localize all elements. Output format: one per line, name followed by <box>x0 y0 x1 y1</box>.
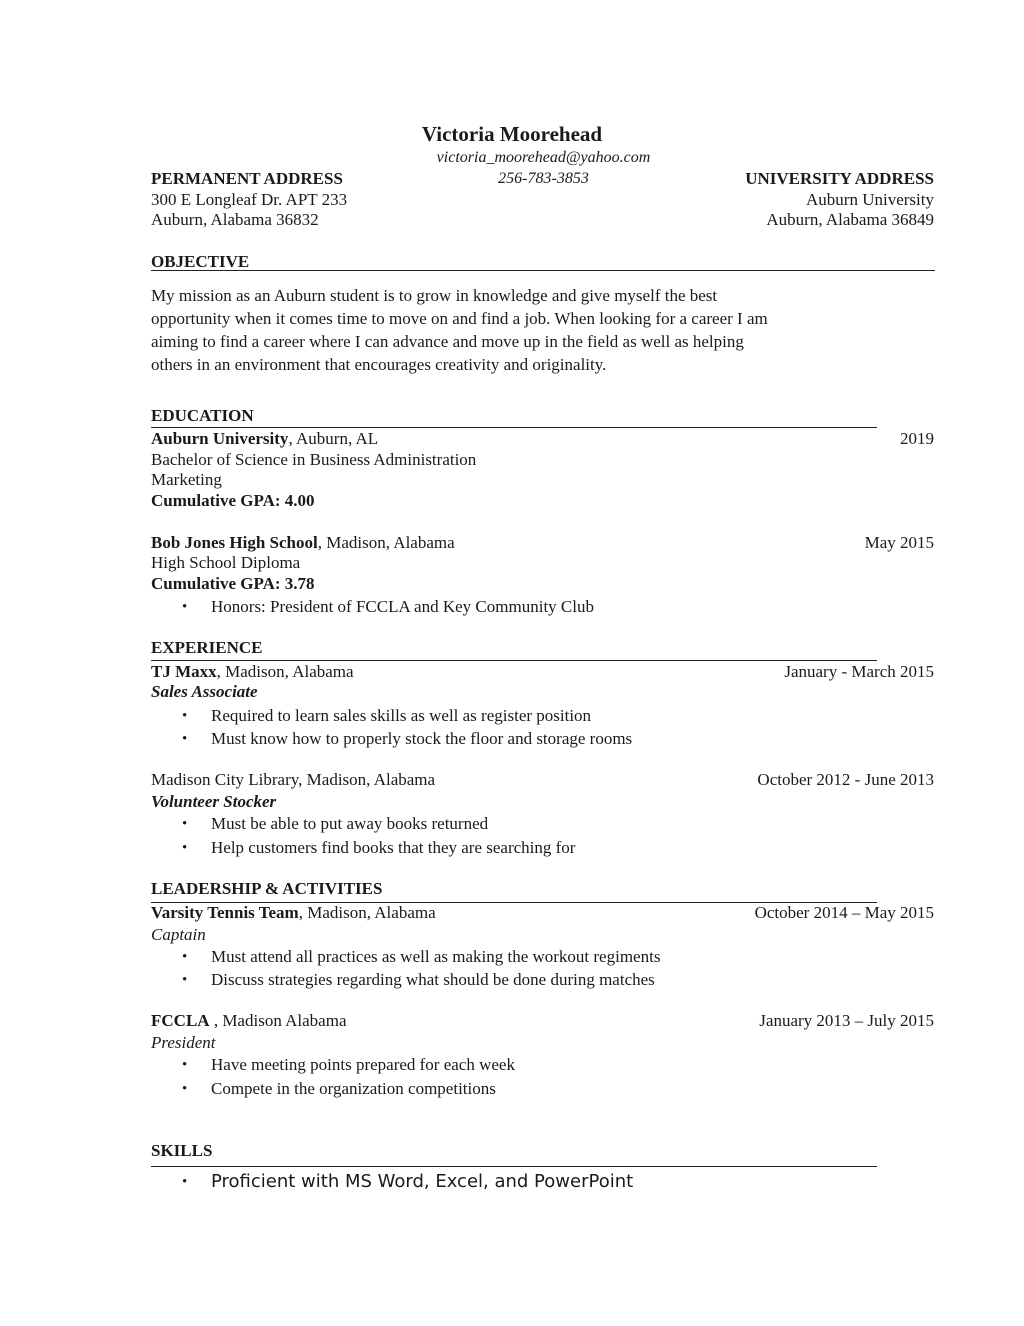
email: victoria_moorehead@yahoo.com <box>436 149 651 166</box>
fccla-bullet: Compete in the organization competitions <box>211 1079 496 1098</box>
fccla-bullet: Have meeting points prepared for each week <box>211 1055 515 1074</box>
bullet-icon: • <box>182 1174 188 1190</box>
bullet-icon: • <box>182 708 188 724</box>
honors-bullet: Honors: President of FCCLA and Key Community Club <box>211 597 594 616</box>
auburn-degree: Bachelor of Science in Business Administration <box>151 450 477 469</box>
fccla-role: President <box>151 1033 216 1052</box>
skills-heading: SKILLS <box>151 1141 213 1160</box>
university-address-line2: Auburn, Alabama 36849 <box>766 210 934 229</box>
tennis-bullet: Must attend all practices as well as making the workout regiments <box>211 947 661 966</box>
bobjones-date: May 2015 <box>864 533 934 552</box>
university-address-line1: Auburn University <box>806 190 934 209</box>
bullet-icon: • <box>182 599 188 615</box>
school-location: , Madison, Alabama <box>317 533 455 552</box>
org-location: , Madison, Alabama <box>298 903 436 922</box>
tjmaxx-bullet: Must know how to properly stock the floor and storage rooms <box>211 729 633 748</box>
permanent-address-line1: 300 E Longleaf Dr. APT 233 <box>151 190 348 209</box>
auburn-gpa: Cumulative GPA: 4.00 <box>151 491 315 510</box>
bullet-icon: • <box>182 840 188 856</box>
bullet-icon: • <box>182 972 188 988</box>
library-bullet: Help customers find books that they are searching for <box>211 838 576 857</box>
auburn-entry <box>151 429 378 449</box>
leadership-heading: LEADERSHIP & ACTIVITIES <box>151 879 383 898</box>
objective-line: My mission as an Auburn student is to grow in knowledge and give myself the best <box>151 286 718 305</box>
education-rule <box>151 427 877 428</box>
tjmaxx-title: Sales Associate <box>151 682 258 701</box>
bullet-icon: • <box>182 1057 188 1073</box>
fccla-entry <box>151 1011 346 1031</box>
tjmaxx-date: January - March 2015 <box>784 662 934 681</box>
experience-rule <box>151 660 877 661</box>
fccla-date: January 2013 – July 2015 <box>759 1011 934 1030</box>
auburn-major: Marketing <box>151 470 222 489</box>
library-entry: Madison City Library, Madison, Alabama <box>151 770 436 789</box>
skills-rule <box>151 1166 877 1167</box>
skills-bullet: Proficient with MS Word, Excel, and PowerPoint <box>211 1171 634 1192</box>
phone: 256-783-3853 <box>498 170 589 187</box>
experience-heading: EXPERIENCE <box>151 638 263 657</box>
tennis-entry <box>151 903 436 923</box>
bullet-icon: • <box>182 816 188 832</box>
objective-line: others in an environment that encourages creativity and originality. <box>151 355 607 374</box>
library-title: Volunteer Stocker <box>151 792 277 811</box>
university-address-label: UNIVERSITY ADDRESS <box>745 169 934 188</box>
objective-line: aiming to find a career where I can advance and move up in the field as well as helping <box>151 332 744 351</box>
library-date: October 2012 - June 2013 <box>757 770 934 789</box>
bobjones-entry <box>151 533 455 553</box>
tennis-role: Captain <box>151 925 206 944</box>
org-name: Varsity Tennis Team <box>151 903 299 922</box>
tennis-bullet: Discuss strategies regarding what should be done during matches <box>211 970 655 989</box>
objective-rule <box>151 270 935 271</box>
tjmaxx-bullet: Required to learn sales skills as well as register position <box>211 706 592 725</box>
bullet-icon: • <box>182 731 188 747</box>
permanent-address-line2: Auburn, Alabama 36832 <box>151 210 319 229</box>
company-name: TJ Maxx <box>151 662 217 681</box>
permanent-address-label: PERMANENT ADDRESS <box>151 169 343 188</box>
bobjones-degree: High School Diploma <box>151 553 301 572</box>
bullet-icon: • <box>182 1081 188 1097</box>
tjmaxx-entry <box>151 662 354 682</box>
tennis-date: October 2014 – May 2015 <box>754 903 934 922</box>
education-heading: EDUCATION <box>151 406 254 425</box>
library-bullet: Must be able to put away books returned <box>211 814 489 833</box>
candidate-name: Victoria Moorehead <box>421 122 603 146</box>
org-name: FCCLA <box>151 1011 210 1030</box>
objective-text <box>151 284 891 376</box>
objective-line: opportunity when it comes time to move on and find a job. When looking for a career I am <box>151 309 768 328</box>
company-location: , Madison, Alabama <box>216 662 354 681</box>
bullet-icon: • <box>182 949 188 965</box>
school-name: Auburn University <box>151 429 289 448</box>
auburn-date: 2019 <box>900 429 934 448</box>
bobjones-gpa: Cumulative GPA: 3.78 <box>151 574 315 593</box>
objective-heading: OBJECTIVE <box>151 252 250 271</box>
org-location: , Madison Alabama <box>209 1011 347 1030</box>
school-name: Bob Jones High School <box>151 533 318 552</box>
school-location: , Auburn, AL <box>288 429 379 448</box>
